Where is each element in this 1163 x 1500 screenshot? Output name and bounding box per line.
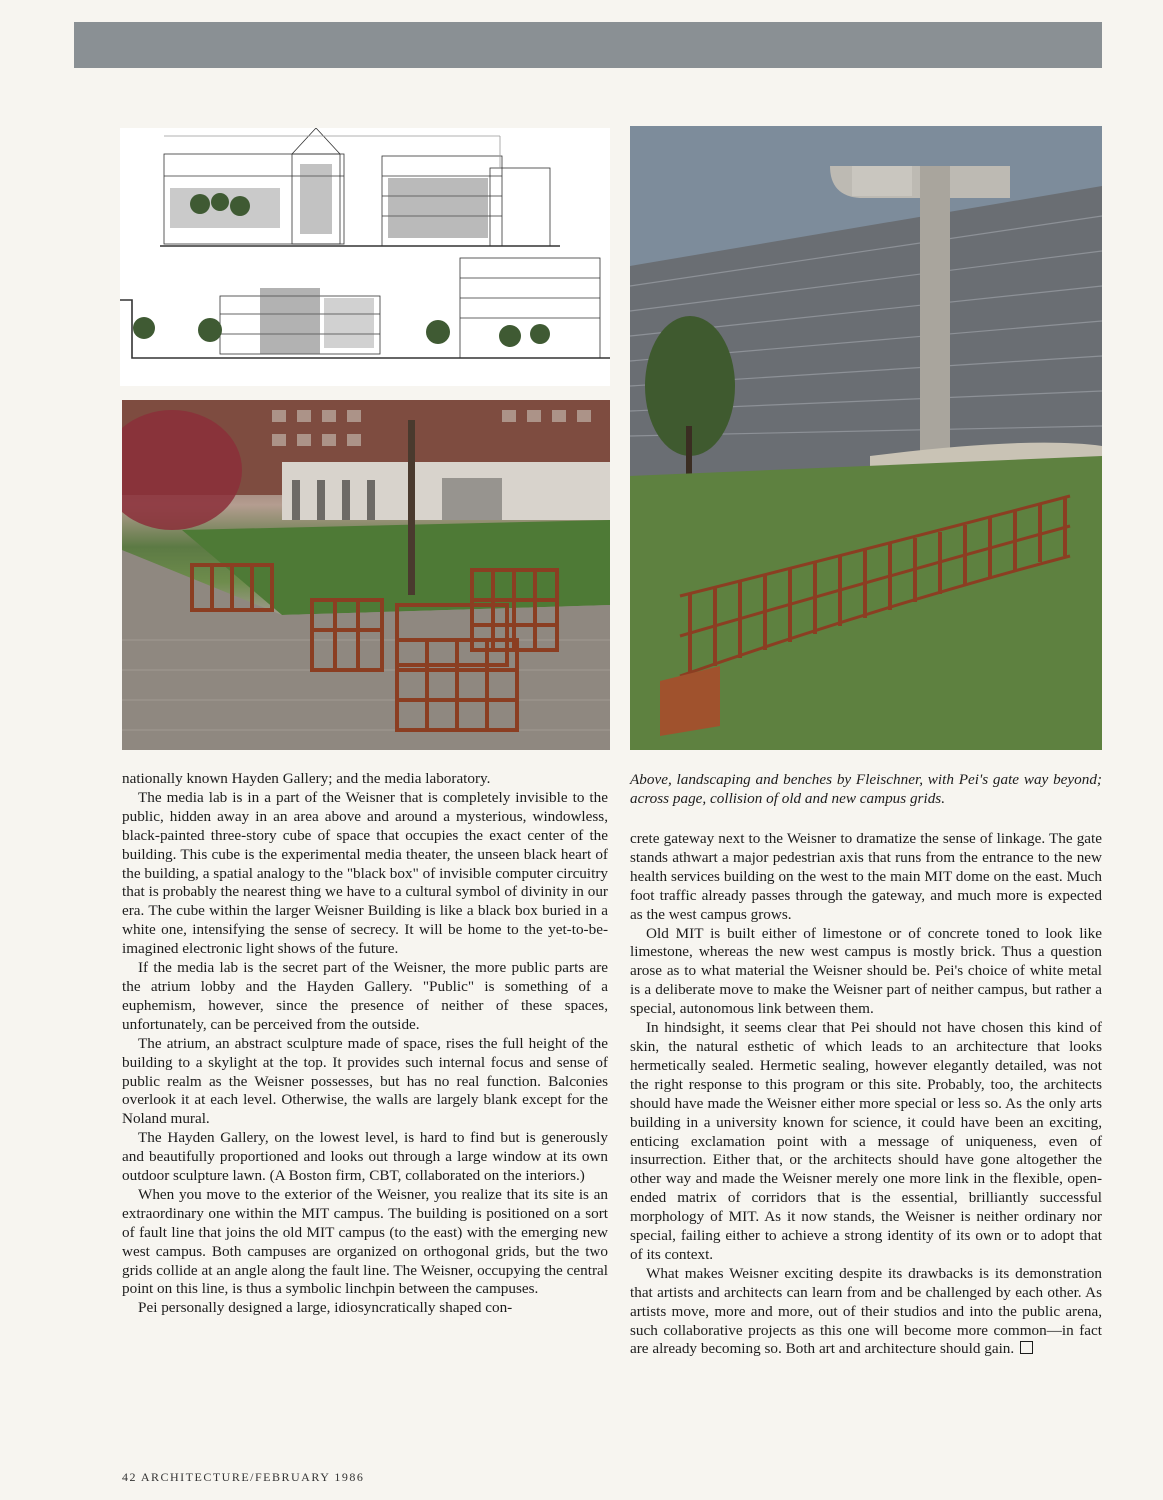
gateway-photo <box>630 126 1102 750</box>
paragraph: In hindsight, it seems clear that Pei should not have chosen this kind of skin, the natural esthetic of which leads to an architecture that looks hermetically sealed. Hermetic sealing, however elegantly detailed, was not the right response to this program or this site. Probably, too, the architects should have made the Weisner either more special or less so. As the only arts building in a university known for science, it could have been an exciting, enticing exclamation point with a message of uniqueness, even of insurrection. Either that, or the architects should have gone altogether the other way and made the Weisner merely one more link in the flexible, open-ended matrix of corridors that is the essential, brilliantly successful morphology of MIT. As it now stands, the Weisner is neither ordinary nor special, failing either to achieve a strong identity of its own or to adopt that of its context. <box>630 1019 1102 1263</box>
paragraph: The atrium, an abstract sculpture made of space, rises the full height of the building to a skylight at the top. It provides such internal focus and sense of public realm as the Weisner possesses, but has no real function. Balconies overlook it at each level. Otherwise, the walls are largely blank except for the Noland mural. <box>122 1034 608 1128</box>
paragraph <box>630 1265 1102 1360</box>
gateway-photo-icon <box>630 126 1102 750</box>
paragraph: The media lab is in a part of the Weisner that is completely invisible to the public, hidden away in an area above and around a mysterious, windowless, black-painted three-story cube of space that occupies the exact center of the building. This cube is the experimental media theater, the unseen black heart of the building, a spatial analogy to the "black box" of invisible computer circuitry that is probably the nearest thing we have to a cultural symbol of divinity in our era. The cube within the larger Weisner Building is like a black box buried in a white one, intensifying the sense of secrecy. It will be home to the yet-to-be-imagined electronic light shows of the future. <box>122 788 608 958</box>
paragraph: crete gateway next to the Weisner to dramatize the sense of linkage. The gate stands athwart a major pedestrian axis that runs from the entrance to the new health services building on the west to the main MIT dome on the east. Much foot traffic already passes through the gateway, and much more is expected as the west campus grows. <box>630 830 1102 923</box>
paragraph: When you move to the exterior of the Weisner, you realize that its site is an extraordinary one within the MIT campus. The building is positioned on a sort of fault line that joins the old MIT campus (to the east) with the emerging new west campus. Both campuses are organized on orthogonal grids, but the two grids collide at an angle along the fault line. The Weisner, occupying the central point on this line, is thus a symbolic linchpin between the campuses. <box>122 1185 608 1298</box>
paragraph: Old MIT is built either of limestone or of concrete toned to look like limestone, whereas the new west campus is mostly brick. Thus a question arose as to what material the Weisner should be. Pei's choice of white metal is a deliberate move to make the Weisner part of neither campus, but rather a special, autonomous link between them. <box>630 924 1102 1018</box>
bench-photo-icon <box>122 400 610 750</box>
photo-caption: Above, landscaping and benches by Fleischner, with Pei's gate way beyond; across page, collision of old and new campus grids. <box>630 771 1102 807</box>
paragraph: nationally known Hayden Gallery; and the media laboratory. <box>122 770 491 787</box>
architectural-section-drawing <box>120 128 610 386</box>
paragraph: The Hayden Gallery, on the lowest level, is hard to find but is generously and beautifully proportioned and looks out through a large window at its own outdoor sculpture lawn. (A Boston firm, CBT, collaborated on the interiors.) <box>122 1129 608 1185</box>
left-text-column <box>122 770 608 1318</box>
end-mark-icon <box>1020 1341 1033 1354</box>
header-bar <box>74 22 1102 68</box>
paragraph-text: What makes Weisner exciting despite its drawbacks is its demonstration that artists and architects can learn from and be challenged by each other. As artists move, more and more, out of their studios and into the public arena, such collaborative projects as this one will become more common—in fact are already becoming so. Both art and architecture should gain. <box>630 1264 1102 1358</box>
architectural-section-icon <box>120 128 610 386</box>
paragraph: Pei personally designed a large, idiosyncratically shaped con- <box>138 1299 513 1317</box>
paragraph: If the media lab is the secret part of the Weisner, the more public parts are the atrium lobby and the Hayden Gallery. "Public" is something of a euphemism, however, since the presence of neither of these spaces, unfortunately, can be perceived from the outside. <box>122 959 608 1033</box>
right-text-column <box>630 830 1102 1359</box>
page-footer: 42 ARCHITECTURE/FEBRUARY 1986 <box>122 1470 365 1484</box>
benches-photo <box>122 400 610 750</box>
